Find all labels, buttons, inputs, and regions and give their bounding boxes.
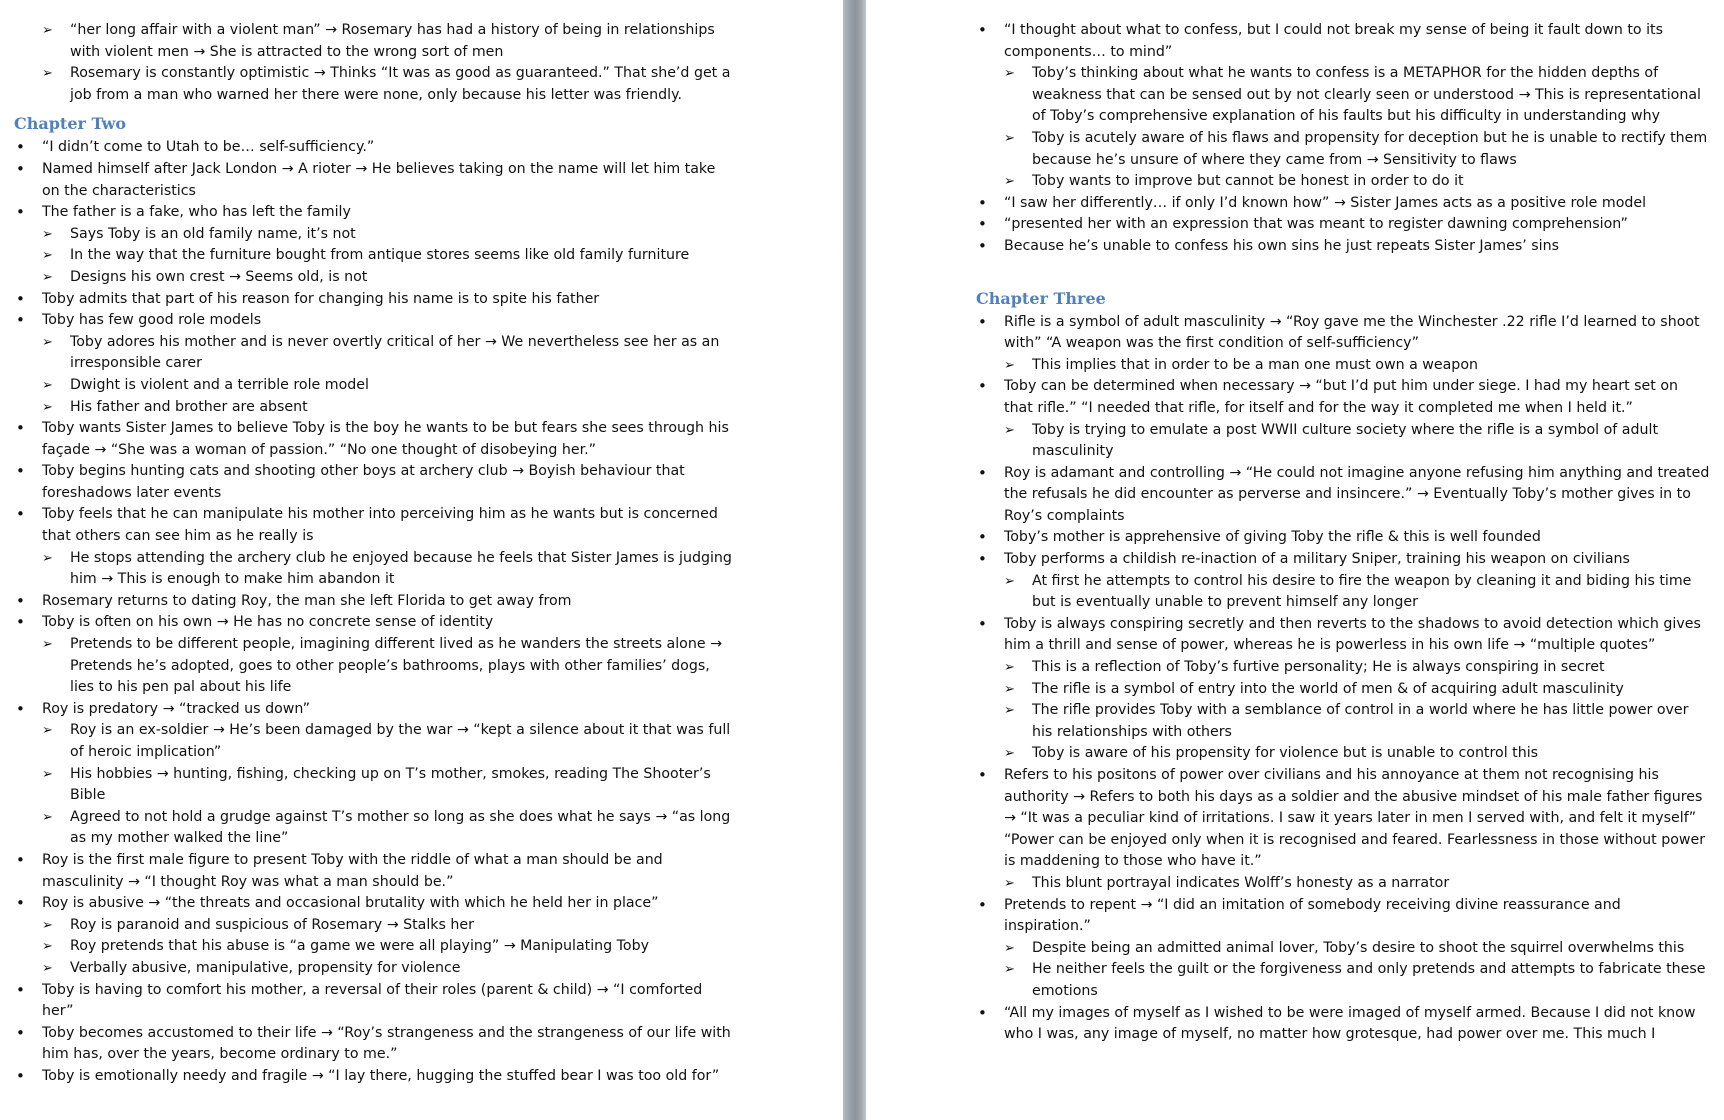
bullet-item: • “I didn’t come to Utah to be… self-sufficiency.” [14,137,734,159]
sub-bullet-item: ➢ Pretends to be different people, imagining different lived as he wanders the streets alone → Pretends he’s adopted, goes to other people’s bathrooms, plays with other families’ dogs, lies to his pen pal about his life [14,634,734,699]
sub-bullet-item: ➢ Roy is an ex-soldier → He’s been damaged by the war → “kept a silence about it that was full of heroic implication” [14,720,734,763]
sub-bullet-item: ➢ Roy pretends that his abuse is “a game we were all playing” → Manipulating Toby [14,936,734,958]
sub-bullet-item: ➢ This is a reflection of Toby’s furtive personality; He is always conspiring in secret [976,657,1711,679]
bullet-item: • Toby becomes accustomed to their life → “Roy’s strangeness and the strangeness of our life with him has, over the years, become ordinary to me.” [14,1023,734,1066]
sub-bullet-item: ➢ “her long affair with a violent man” → Rosemary has had a history of being in relationships with violent men → She is attracted to the wrong sort of men [14,20,734,63]
bullet-item: • Rifle is a symbol of adult masculinity → “Roy gave me the Winchester .22 rifle I’d learned to shoot with” “A weapon was the first condition of self-sufficiency” [976,312,1711,355]
sub-bullet-item: ➢ Toby is acutely aware of his flaws and propensity for deception but he is unable to rectify them because he’s unsure of where they came from → Sensitivity to flaws [976,128,1711,171]
chapter-two-list [14,137,734,1087]
bullet-item: • Toby has few good role models [14,310,734,332]
bullet-item: • Toby is often on his own → He has no concrete sense of identity [14,612,734,634]
sub-bullet-item: ➢ His hobbies → hunting, fishing, checking up on T’s mother, smokes, reading The Shooter’s Bible [14,764,734,807]
chapter-three-heading: Chapter Three [976,288,1106,308]
chapter-three-list [976,312,1711,1046]
chapter-two-heading: Chapter Two [14,114,127,134]
sub-bullet-item: ➢ Verbally abusive, manipulative, propensity for violence [14,958,734,980]
sub-bullet-item: ➢ Rosemary is constantly optimistic → Thinks “It was as good as guaranteed.” That she’d get a job from a man who warned her there were none, only because his letter was friendly. [14,63,734,106]
sub-bullet-item: ➢ The rifle provides Toby with a semblance of control in a world where he has little power over his relationships with others [976,700,1711,743]
bullet-item: • Toby admits that part of his reason for changing his name is to spite his father [14,289,734,311]
bullet-item: • “presented her with an expression that was meant to register dawning comprehension” [976,214,1711,236]
sub-bullet-item: ➢ This implies that in order to be a man one must own a weapon [976,355,1711,377]
sub-bullet-item: ➢ Toby wants to improve but cannot be honest in order to do it [976,171,1711,193]
bullet-item: • Toby’s mother is apprehensive of giving Toby the rifle & this is well founded [976,527,1711,549]
bullet-item: • Named himself after Jack London → A rioter → He believes taking on the name will let him take on the characteristics [14,159,734,202]
bullet-item: • Roy is abusive → “the threats and occasional brutality with which he held her in place” [14,893,734,915]
sub-bullet-item: ➢ Toby’s thinking about what he wants to confess is a METAPHOR for the hidden depths of weakness that can be sensed out by not clearly seen or understood → This is representational of Toby’s comprehensive explanation of his faults but his difficulty in understanding why [976,63,1711,128]
bullet-item: • “I thought about what to confess, but I could not break my sense of being it fault down to its components… to mind” [976,20,1711,63]
sub-bullet-item: ➢ Agreed to not hold a grudge against T’s mother so long as she does what he says → “as long as my mother walked the line” [14,807,734,850]
document-page-left [0,0,843,1120]
bullet-item: • Roy is adamant and controlling → “He could not imagine anyone refusing him anything and treated the refusals he did encounter as perverse and insincere.” → Eventually Toby’s mother gives in to Roy’s complaints [976,463,1711,528]
bullet-item: • Toby performs a childish re-inaction of a military Sniper, training his weapon on civilians [976,549,1711,571]
sub-bullet-item: ➢ Says Toby is an old family name, it’s not [14,224,734,246]
bullet-item: • Refers to his positons of power over civilians and his annoyance at them not recognising his authority → Refers to both his days as a soldier and the abusive mindset of his male father figures → “It was a peculiar kind of irritations. I saw it years later in men I served with, and felt it myself” “Power can be enjoyed only when it is recognised and feared. Fearlessness in those without power is maddening to those who have it.” [976,765,1711,873]
bullet-item: • Toby feels that he can manipulate his mother into perceiving him as he wants but is concerned that others can see him as he really is [14,504,734,547]
bullet-item: • Roy is the first male figure to present Toby with the riddle of what a man should be and masculinity → “I thought Roy was what a man should be.” [14,850,734,893]
sub-bullet-item: ➢ Dwight is violent and a terrible role model [14,375,734,397]
bullet-item: • Roy is predatory → “tracked us down” [14,699,734,721]
bullet-item: • Toby wants Sister James to believe Toby is the boy he wants to be but fears she sees through his façade → “She was a woman of passion.” “No one thought of disobeying her.” [14,418,734,461]
sub-bullet-item: ➢ His father and brother are absent [14,397,734,419]
bullet-item: • Because he’s unable to confess his own sins he just repeats Sister James’ sins [976,236,1711,258]
left-intro-list [14,20,734,106]
bullet-item: • Toby is having to comfort his mother, a reversal of their roles (parent & child) → “I comforted her” [14,980,734,1023]
bullet-item: • Toby is always conspiring secretly and then reverts to the shadows to avoid detection which gives him a thrill and sense of power, whereas he is powerless in his own life → “multiple quotes” [976,614,1711,657]
document-page-right [866,0,1724,1120]
sub-bullet-item: ➢ Despite being an admitted animal lover, Toby’s desire to shoot the squirrel overwhelms this [976,938,1711,960]
sub-bullet-item: ➢ Designs his own crest → Seems old, is not [14,267,734,289]
sub-bullet-item: ➢ Toby adores his mother and is never overtly critical of her → We nevertheless see her as an irresponsible carer [14,332,734,375]
sub-bullet-item: ➢ He neither feels the guilt or the forgiveness and only pretends and attempts to fabricate these emotions [976,959,1711,1002]
sub-bullet-item: ➢ Roy is paranoid and suspicious of Rosemary → Stalks her [14,915,734,937]
right-column [976,20,1711,1046]
bullet-item: • Pretends to repent → “I did an imitation of somebody receiving divine reassurance and inspiration.” [976,895,1711,938]
bullet-item: • “All my images of myself as I wished to be were imaged of myself armed. Because I did not know who I was, any image of myself, no matter how grotesque, had power over me. This much I [976,1003,1711,1046]
sub-bullet-item: ➢ This blunt portrayal indicates Wolff’s honesty as a narrator [976,873,1711,895]
right-intro-list [976,20,1711,258]
sub-bullet-item: ➢ At first he attempts to control his desire to fire the weapon by cleaning it and biding his time but is eventually unable to prevent himself any longer [976,571,1711,614]
bullet-item: • “I saw her differently… if only I’d known how” → Sister James acts as a positive role model [976,193,1711,215]
sub-bullet-item: ➢ He stops attending the archery club he enjoyed because he feels that Sister James is judging him → This is enough to make him abandon it [14,548,734,591]
sub-bullet-item: ➢ In the way that the furniture bought from antique stores seems like old family furniture [14,245,734,267]
bullet-item: • Toby is emotionally needy and fragile → “I lay there, hugging the stuffed bear I was too old for” [14,1066,734,1088]
left-column [14,20,734,1088]
page-gutter [843,0,866,1120]
bullet-item: • Toby begins hunting cats and shooting other boys at archery club → Boyish behaviour that foreshadows later events [14,461,734,504]
bullet-item: • Toby can be determined when necessary → “but I’d put him under siege. I had my heart set on that rifle.” “I needed that rifle, for itself and for the way it completed me when I held it.” [976,376,1711,419]
sub-bullet-item: ➢ Toby is trying to emulate a post WWII culture society where the rifle is a symbol of adult masculinity [976,420,1711,463]
bullet-item: • Rosemary returns to dating Roy, the man she left Florida to get away from [14,591,734,613]
sub-bullet-item: ➢ Toby is aware of his propensity for violence but is unable to control this [976,743,1711,765]
bullet-item: • The father is a fake, who has left the family [14,202,734,224]
sub-bullet-item: ➢ The rifle is a symbol of entry into the world of men & of acquiring adult masculinity [976,679,1711,701]
